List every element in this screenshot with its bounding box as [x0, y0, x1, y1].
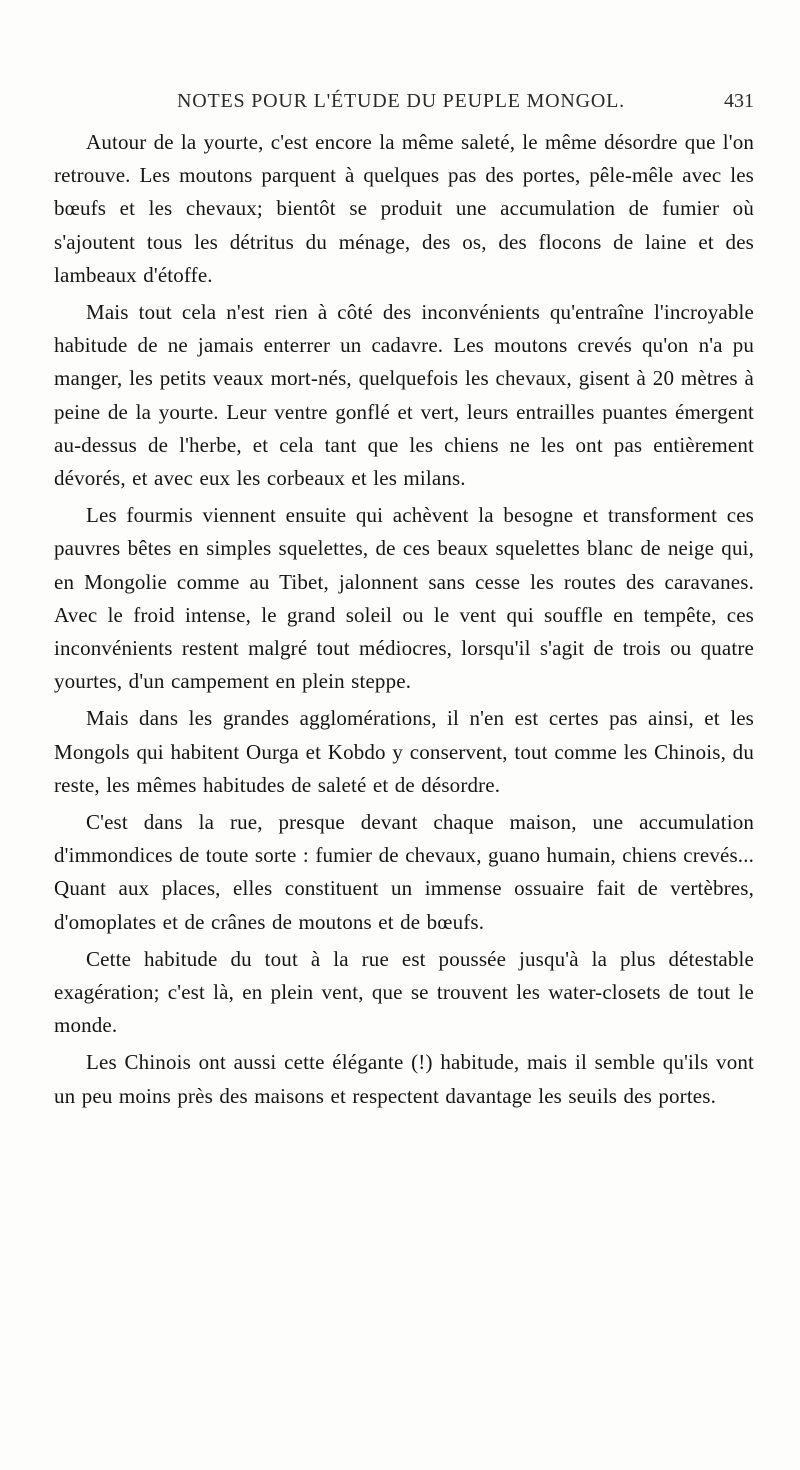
paragraph-2: Mais tout cela n'est rien à côté des inconvénients qu'entraîne l'incroyable habitude de ne jamais enterrer un cadavre. Les moutons crevés qu'on n'a pu manger, les petits veaux mort-nés, quelquefois les chevaux, gisent à 20 mètres à peine de la yourte. Leur ventre gonflé et vert, leurs entrailles puantes émergent au-dessus de l'herbe, et cela tant que les chiens ne les ont pas entièrement dévorés, et avec eux les corbeaux et les milans.: [54, 300, 754, 491]
paragraph-7: Les Chinois ont aussi cette élégante (!) habitude, mais il semble qu'ils vont un peu moins près des maisons et respectent davantage les seuils des portes.: [54, 1050, 754, 1108]
paragraph-5: C'est dans la rue, presque devant chaque maison, une accumulation d'immondices de toute sorte : fumier de chevaux, guano humain, chiens crevés... Quant aux places, elles constituent un immense ossuaire fait de vertèbres, d'omoplates et de crânes de moutons et de bœufs.: [54, 810, 754, 934]
paragraph-6: Cette habitude du tout à la rue est poussée jusqu'à la plus détestable exagération; c'est là, en plein vent, que se trouvent les water-closets de tout le monde.: [54, 946, 754, 1038]
paragraph-1: Autour de la yourte, c'est encore la même saleté, le même désordre que l'on retrouve. Les moutons parquent à quelques pas des portes, pêle-mêle avec les bœufs et les chevaux; bientôt se produit une accumulation de fumier où s'ajoutent tous les détritus du ménage, des os, des flocons de laine et des lambeaux d'étoffe.: [54, 130, 754, 287]
paragraph-4: Mais dans les grandes agglomérations, il n'en est certes pas ainsi, et les Mongols qui habitent Ourga et Kobdo y conservent, tout comme les Chinois, du reste, les mêmes habitudes de saleté et de désordre.: [54, 706, 754, 797]
body-text: [54, 126, 754, 1113]
running-title: NOTES POUR L'ÉTUDE DU PEUPLE MONGOL.: [177, 90, 625, 112]
page-number: 431: [724, 90, 754, 112]
paragraph-3: Les fourmis viennent ensuite qui achèvent la besogne et transforment ces pauvres bêtes en simples squelettes, de ces beaux squelettes blanc de neige qui, en Mongolie comme au Tibet, jalonnent sans cesse les routes des caravanes. Avec le froid intense, le grand soleil ou le vent qui souffle en tempête, ces inconvénients restent malgré tout médiocres, lorsqu'il s'agit de trois ou quatre yourtes, d'un campement en plein steppe.: [54, 503, 754, 694]
running-head: [48, 80, 754, 120]
